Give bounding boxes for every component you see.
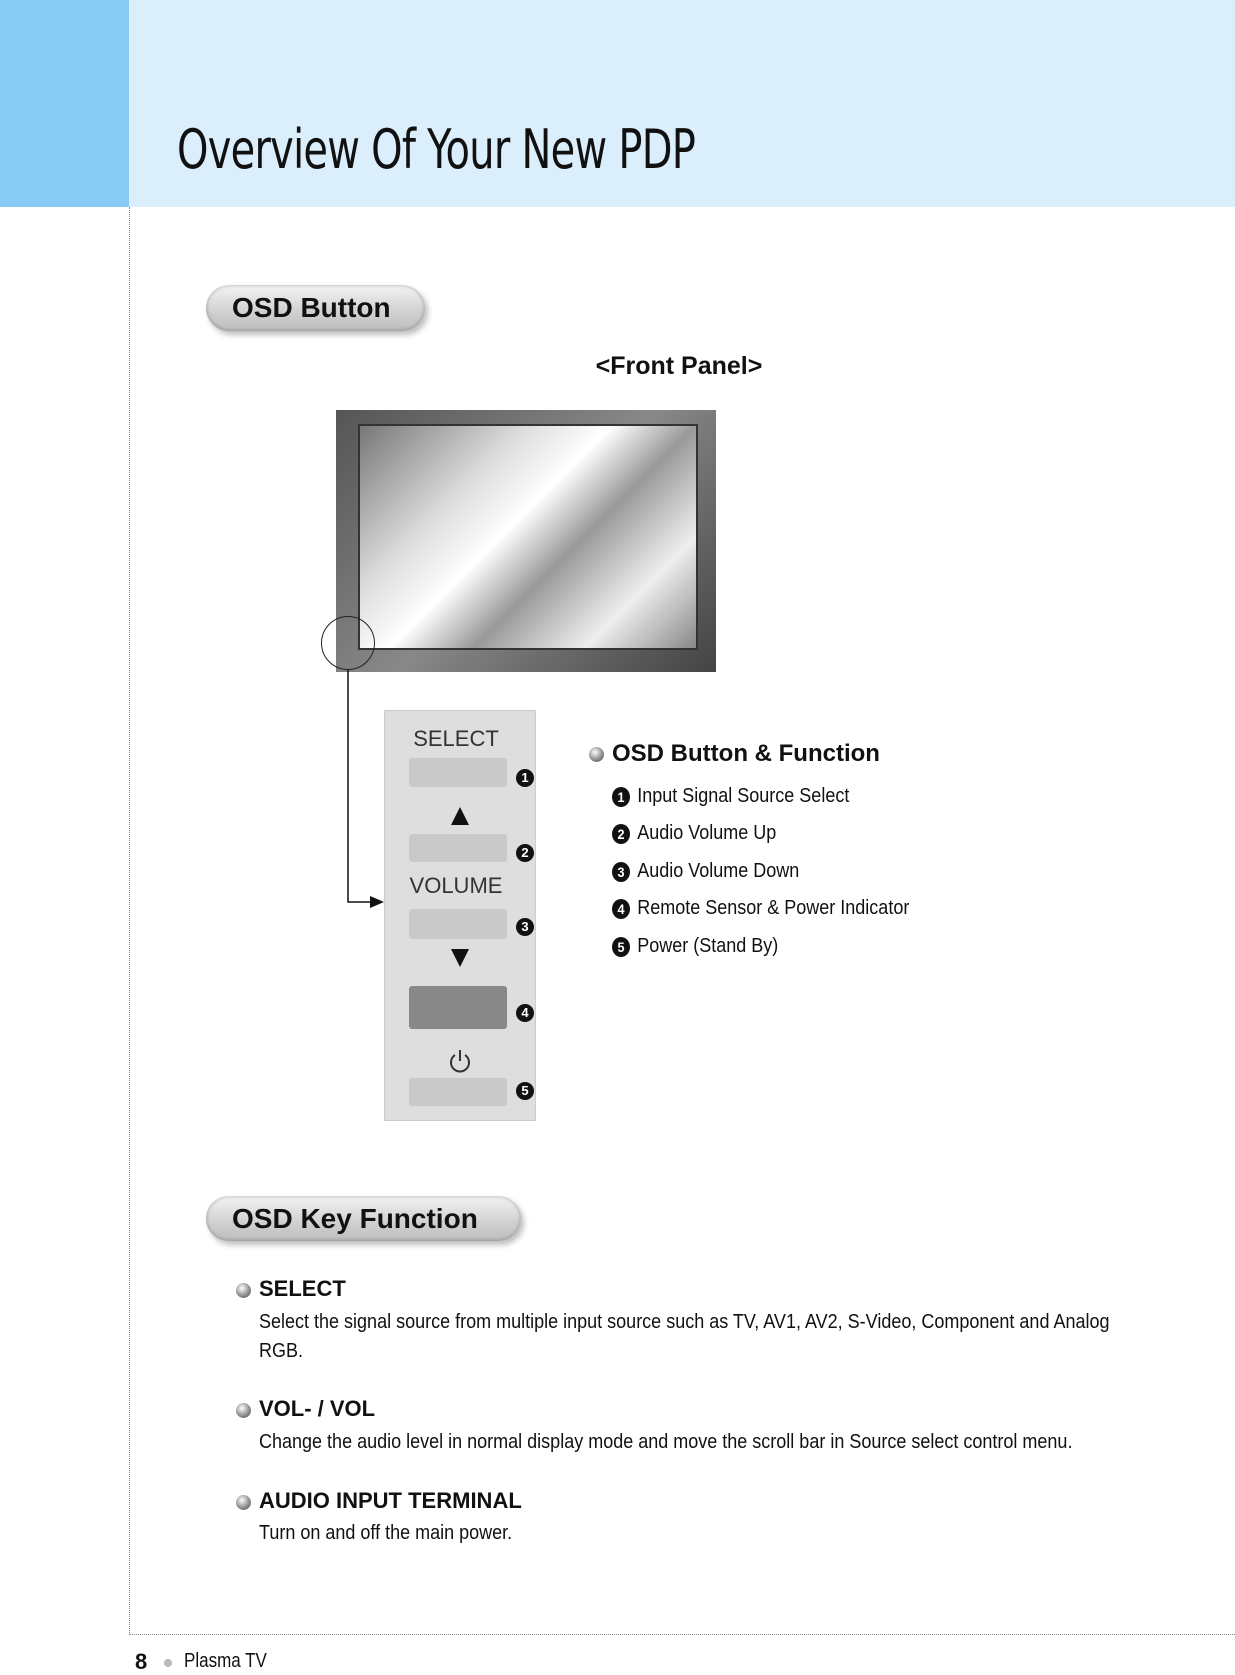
tv-screen [358,424,698,650]
power-button [409,1078,507,1106]
item-label: Audio Volume Up [637,822,777,844]
page-title: Overview Of Your New PDP [177,118,696,181]
footer-label: Plasma TV [184,1650,267,1672]
key-description: Select the signal source from multiple input source such as TV, AV1, AV2, S-Video, Component and Analog [259,1311,1110,1333]
up-arrow-icon [450,806,470,826]
number-badge: 5 [612,937,630,957]
margin-divider [129,207,130,1635]
volume-up-button [409,834,507,862]
key-description: Turn on and off the main power. [259,1522,513,1544]
number-badge: 4 [612,899,630,919]
item-label: Audio Volume Down [637,860,800,882]
select-button [409,758,507,787]
bullet-icon [236,1495,251,1510]
key-heading-audio-input [236,1488,522,1514]
tv-illustration [336,410,716,672]
item-label: Input Signal Source Select [637,785,850,807]
functions-heading-text: OSD Button & Function [612,740,880,767]
functions-heading [589,740,880,768]
key-heading-volume [236,1396,375,1422]
number-badge: 3 [612,862,630,882]
volume-label: VOLUME [409,873,503,898]
callout-arrow [340,670,390,915]
item-label: Power (Stand By) [637,935,779,957]
item-label: Remote Sensor & Power Indicator [637,897,910,919]
key-description-cont: RGB. [259,1340,304,1362]
key-title: AUDIO INPUT TERMINAL [259,1488,522,1513]
key-title: VOL- / VOL [259,1396,376,1421]
list-item [612,897,909,920]
number-badge: 5 [516,1082,534,1100]
down-arrow-icon [450,948,470,968]
front-panel-caption: <Front Panel> [595,352,763,380]
header-accent-band [0,0,129,207]
front-panel-buttons [384,710,536,1121]
select-label: SELECT [413,726,499,751]
number-badge: 4 [516,1004,534,1022]
bullet-icon [236,1403,251,1418]
list-item [612,860,799,883]
page-number: 8 [135,1649,148,1674]
key-heading-select [236,1276,346,1302]
power-icon [447,1048,473,1076]
key-description: Change the audio level in normal display mode and move the scroll bar in Source select control menu. [259,1431,1073,1453]
remote-sensor-indicator [409,986,507,1029]
button-location-highlight [321,616,375,670]
number-badge: 1 [516,769,534,787]
volume-down-button [409,909,507,939]
number-badge: 1 [612,787,630,807]
number-badge: 2 [516,844,534,862]
bullet-icon [236,1283,251,1298]
list-item [612,822,776,845]
osd-button-section-label: OSD Button [206,285,425,331]
bullet-icon [589,747,604,762]
list-item [612,935,778,958]
footer-divider [129,1634,1235,1635]
number-badge: 2 [612,824,630,844]
number-badge: 3 [516,918,534,936]
list-item [612,785,849,808]
footer-dot-icon [164,1659,172,1667]
key-title: SELECT [259,1276,346,1301]
osd-key-function-section-label: OSD Key Function [206,1196,521,1241]
